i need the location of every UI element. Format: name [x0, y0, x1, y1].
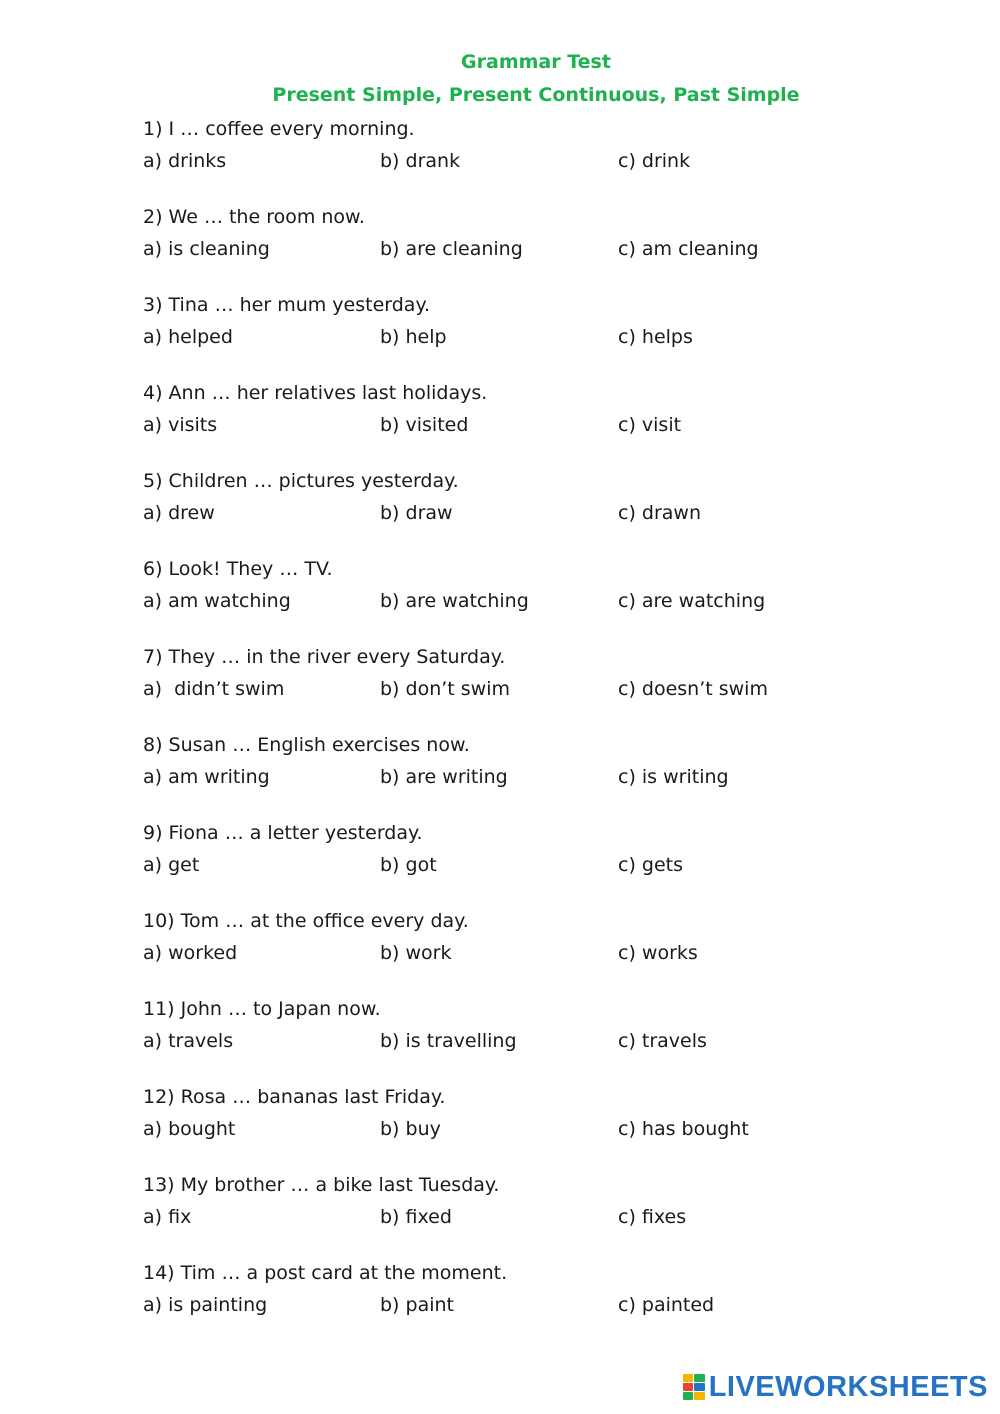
answer-option-c[interactable]: c) is writing: [618, 766, 729, 788]
question-text: 8) Susan … English exercises now.: [143, 734, 470, 756]
answer-option-a[interactable]: a) is painting: [143, 1294, 268, 1316]
question-text: 3) Tina … her mum yesterday.: [143, 294, 431, 316]
question-text: 4) Ann … her relatives last holidays.: [143, 382, 488, 404]
answer-option-a[interactable]: a) didn’t swim: [143, 678, 285, 700]
answer-option-a[interactable]: a) am writing: [143, 766, 270, 788]
question-text: 5) Children … pictures yesterday.: [143, 470, 459, 492]
answer-option-b[interactable]: b) got: [380, 854, 437, 876]
answer-option-a[interactable]: a) drinks: [143, 150, 227, 172]
question-text: 9) Fiona … a letter yesterday.: [143, 822, 423, 844]
question-item: [143, 117, 963, 181]
answer-option-a[interactable]: a) worked: [143, 942, 238, 964]
question-text: 12) Rosa … bananas last Friday.: [143, 1086, 446, 1108]
page-subtitle: Present Simple, Present Continuous, Past Simple: [272, 84, 800, 106]
question-item: [143, 733, 963, 797]
answer-option-b[interactable]: b) drank: [380, 150, 461, 172]
logo-text: LIVEWORKSHEETS: [708, 1370, 988, 1403]
answer-option-a[interactable]: a) travels: [143, 1030, 234, 1052]
question-text: 7) They … in the river every Saturday.: [143, 646, 506, 668]
question-item: [143, 205, 963, 269]
question-text: 6) Look! They … TV.: [143, 558, 333, 580]
question-item: [143, 469, 963, 533]
question-item: [143, 1173, 963, 1237]
answer-option-c[interactable]: c) drawn: [618, 502, 701, 524]
logo-grid-icon: [683, 1374, 705, 1400]
answer-option-a[interactable]: a) get: [143, 854, 200, 876]
question-text: 2) We … the room now.: [143, 206, 365, 228]
answer-option-a[interactable]: a) helped: [143, 326, 233, 348]
question-item: [143, 381, 963, 445]
question-item: [143, 557, 963, 621]
answer-option-b[interactable]: b) visited: [380, 414, 469, 436]
answer-option-b[interactable]: b) buy: [380, 1118, 441, 1140]
answer-option-b[interactable]: b) are watching: [380, 590, 529, 612]
answer-option-b[interactable]: b) don’t swim: [380, 678, 510, 700]
question-text: 11) John … to Japan now.: [143, 998, 381, 1020]
answer-option-a[interactable]: a) am watching: [143, 590, 291, 612]
question-text: 10) Tom … at the office every day.: [143, 910, 469, 932]
answer-option-b[interactable]: b) are cleaning: [380, 238, 523, 260]
question-text: 13) My brother … a bike last Tuesday.: [143, 1174, 500, 1196]
answer-option-c[interactable]: c) visit: [618, 414, 682, 436]
question-item: [143, 1085, 963, 1149]
answer-option-b[interactable]: b) fixed: [380, 1206, 452, 1228]
question-text: 1) I … coffee every morning.: [143, 118, 415, 140]
liveworksheets-logo: [683, 1372, 988, 1402]
answer-option-c[interactable]: c) are watching: [618, 590, 766, 612]
answer-option-c[interactable]: c) drink: [618, 150, 691, 172]
answer-option-b[interactable]: b) are writing: [380, 766, 508, 788]
answer-option-c[interactable]: c) painted: [618, 1294, 715, 1316]
answer-option-c[interactable]: c) helps: [618, 326, 693, 348]
answer-option-a[interactable]: a) visits: [143, 414, 218, 436]
answer-option-c[interactable]: c) travels: [618, 1030, 707, 1052]
question-text: 14) Tim … a post card at the moment.: [143, 1262, 508, 1284]
question-item: [143, 293, 963, 357]
question-item: [143, 645, 963, 709]
page-title: Grammar Test: [461, 51, 611, 73]
answer-option-b[interactable]: b) draw: [380, 502, 453, 524]
answer-option-b[interactable]: b) work: [380, 942, 452, 964]
question-item: [143, 821, 963, 885]
answer-option-a[interactable]: a) is cleaning: [143, 238, 270, 260]
question-item: [143, 997, 963, 1061]
answer-option-a[interactable]: a) fix: [143, 1206, 192, 1228]
answer-option-c[interactable]: c) has bought: [618, 1118, 749, 1140]
answer-option-c[interactable]: c) fixes: [618, 1206, 687, 1228]
question-item: [143, 1261, 963, 1325]
answer-option-c[interactable]: c) gets: [618, 854, 683, 876]
answer-option-b[interactable]: b) paint: [380, 1294, 454, 1316]
answer-option-c[interactable]: c) doesn’t swim: [618, 678, 768, 700]
answer-option-b[interactable]: b) help: [380, 326, 447, 348]
answer-option-c[interactable]: c) am cleaning: [618, 238, 759, 260]
answer-option-b[interactable]: b) is travelling: [380, 1030, 517, 1052]
answer-option-c[interactable]: c) works: [618, 942, 698, 964]
answer-option-a[interactable]: a) drew: [143, 502, 215, 524]
answer-option-a[interactable]: a) bought: [143, 1118, 236, 1140]
question-item: [143, 909, 963, 973]
